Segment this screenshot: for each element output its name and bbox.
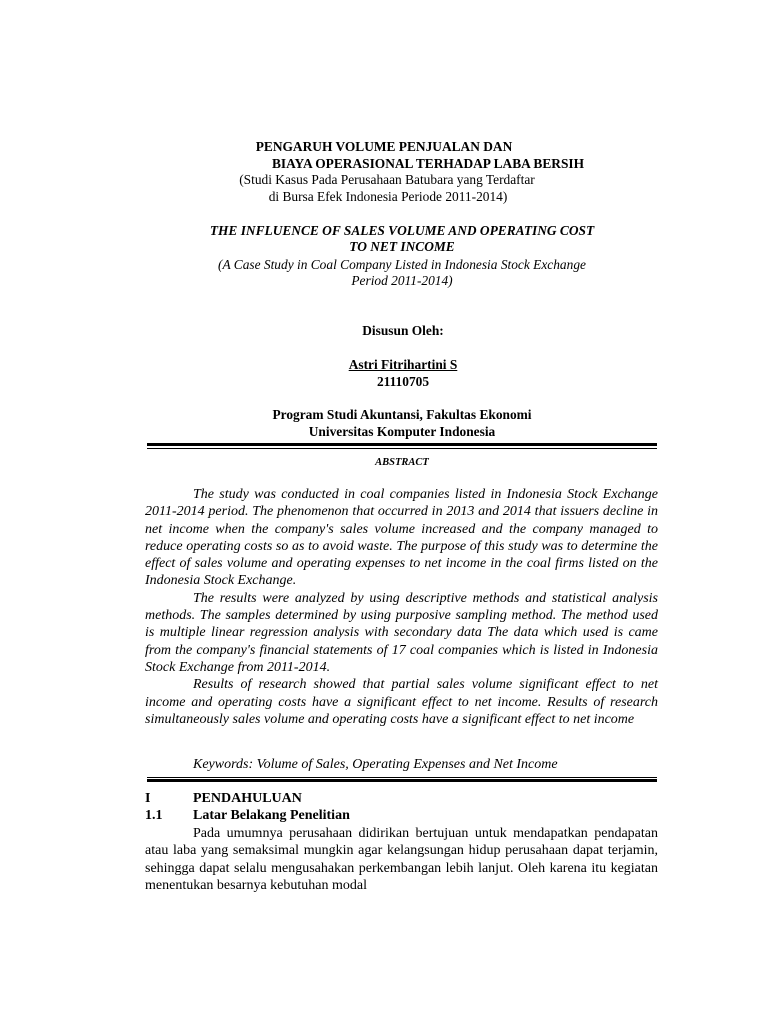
keywords: Keywords: Volume of Sales, Operating Expenses and Net Income [193,757,558,772]
abstract-heading: ABSTRACT [375,457,429,468]
subsection-number: 1.1 [145,808,163,823]
title-en-line-3: (A Case Study in Coal Company Listed in Indonesia Stock Exchange [218,257,586,272]
student-id: 21110705 [376,374,430,389]
abstract-paragraph-3: Results of research showed that partial sales volume significant effect to net income and operating costs have a significant effect to net income. Results of research simultaneously sales volume and operating costs have a significant effect to net income [145,677,658,727]
abstract-paragraph-2: The results were analyzed by using descriptive methods and statistical analysis methods. The samples determined by using purposive sampling method. The method used is multiple linear regression analysis with secondary data The data which used is came from the company's financial statements of 17 coal companies which is listed in Indonesia Stock Exchange from 2011-2014. [145,590,658,675]
university: Universitas Komputer Indonesia [308,424,496,439]
divider-top-thin [147,448,657,449]
divider-bottom-thin [147,777,657,778]
section-title: PENDAHULUAN [193,791,302,806]
prepared-by: Disusun Oleh: [362,323,444,338]
subsection-title: Latar Belakang Penelitian [193,808,350,823]
title-id-line-4: di Bursa Efek Indonesia Periode 2011-2014) [268,189,508,204]
divider-bottom-thick [147,779,657,782]
title-en-line-1: THE INFLUENCE OF SALES VOLUME AND OPERATING COST [209,223,595,238]
title-en-line-4: Period 2011-2014) [351,273,453,288]
title-id-line-3: (Studi Kasus Pada Perusahaan Batubara yang Terdaftar [239,172,535,187]
divider-top-thick [147,443,657,446]
program: Program Studi Akuntansi, Fakultas Ekonomi [272,407,532,422]
section-number: I [145,791,151,806]
section-body-paragraph: Pada umumnya perusahaan didirikan bertujuan untuk mendapatkan pendapatan atau laba yang semaksimal mungkin agar kelangsungan hidup perusahaan dapat terjamin, sehingga dapat selalu mengusahakan perkembangan lebih lanjut. Oleh karena itu kegiatan menentukan besarnya kebutuhan modal [145,826,658,894]
author-name: Astri Fitrihartini S [348,357,458,372]
title-id-line-1: PENGARUH VOLUME PENJUALAN DAN [255,139,513,154]
abstract-paragraph-1: The study was conducted in coal companies listed in Indonesia Stock Exchange 2011-2014 period. The phenomenon that occurred in 2013 and 2014 that issuers decline in net income when the company's sales volume increased and the company managed to reduce operating costs so as to avoid waste. The purpose of this study was to determine the effect of sales volume and operating expenses to net income in the coal firms listed on the Indonesia Stock Exchange. [145,487,658,589]
abstract-body [145,486,658,728]
title-en-line-2: TO NET INCOME [349,239,455,254]
title-id-line-2: BIAYA OPERASIONAL TERHADAP LABA BERSIH [271,156,585,171]
